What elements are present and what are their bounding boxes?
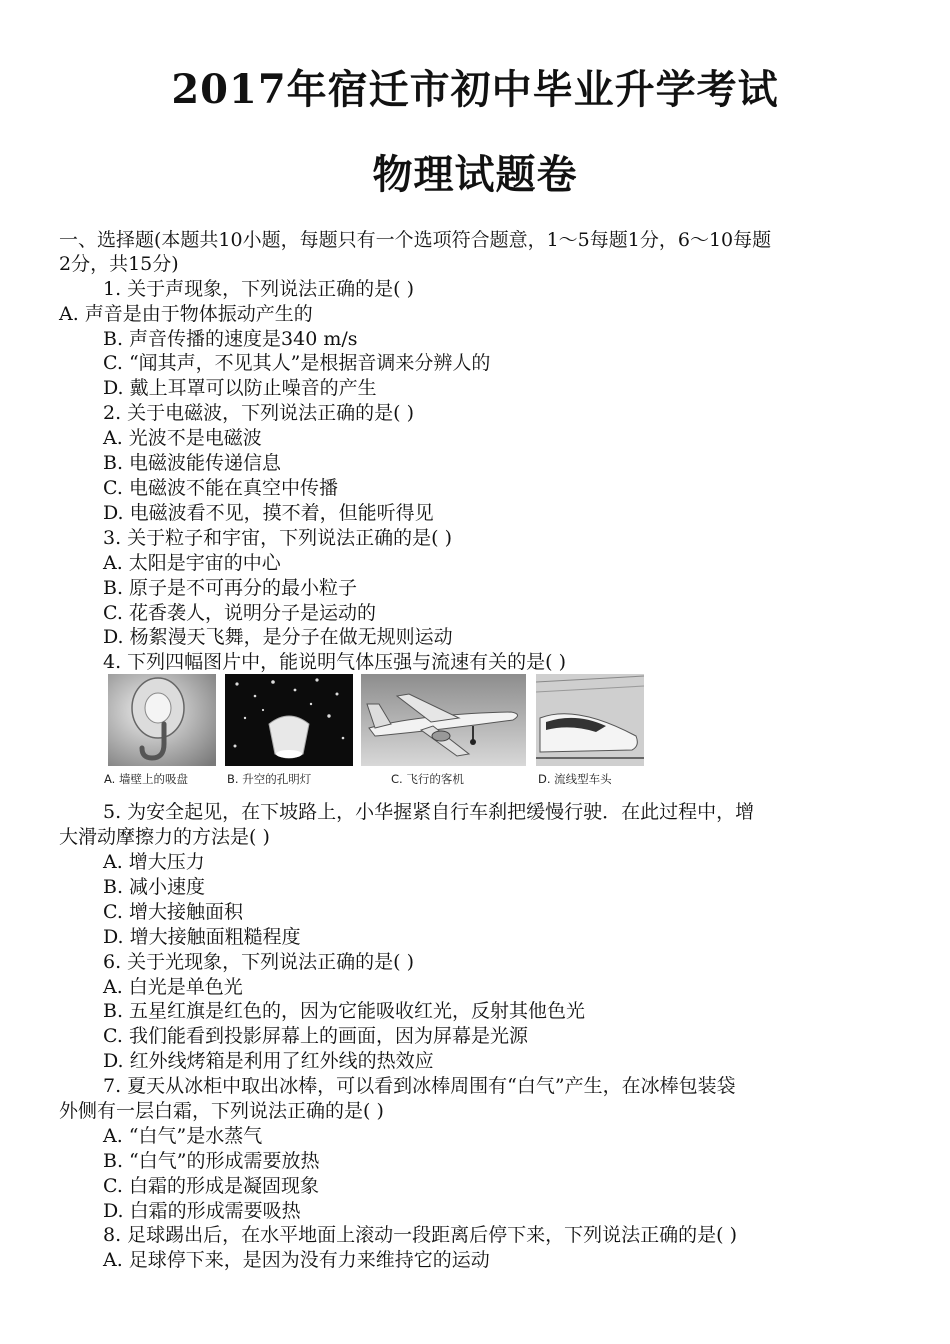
figure-caption-c: C. 飞行的客机 [391, 772, 464, 786]
question-6-option-d: D. 红外线烤箱是利用了红外线的热效应 [103, 1050, 434, 1072]
exam-subtitle: 物理试题卷 [372, 151, 578, 198]
bullet-train-image [536, 674, 644, 766]
question-3-option-d: D. 杨絮漫天飞舞，是分子在做无规则运动 [103, 626, 453, 648]
question-3: 3. 关于粒子和宇宙，下列说法正确的是( ) [103, 527, 453, 549]
question-1-option-b: B. 声音传播的速度是340 m/s [103, 328, 358, 350]
figure-caption-b: B. 升空的孔明灯 [227, 772, 312, 786]
question-5-option-a: A. 增大压力 [103, 851, 205, 873]
suction-cup-image [108, 674, 216, 766]
question-1-option-c: C. “闻其声，不见其人”是根据音调来分辨人的 [103, 352, 491, 374]
figure-caption-d: D. 流线型车头 [538, 772, 612, 786]
question-7: 7. 夏天从冰柜中取出冰棒，可以看到冰棒周围有“白气”产生，在冰棒包装袋 [103, 1075, 736, 1097]
question-6-option-c: C. 我们能看到投影屏幕上的画面，因为屏幕是光源 [103, 1025, 528, 1047]
sky-lantern-image [225, 674, 353, 766]
question-8-option-a: A. 足球停下来，是因为没有力来维持它的运动 [103, 1249, 490, 1271]
question-3-option-b: B. 原子是不可再分的最小粒子 [103, 577, 358, 599]
question-5-cont: 大滑动摩擦力的方法是( ) [59, 826, 270, 848]
question-7-option-a: A. “白气”是水蒸气 [103, 1125, 263, 1147]
question-3-option-c: C. 花香袭人，说明分子是运动的 [103, 602, 376, 624]
question-6-option-b: B. 五星红旗是红色的，因为它能吸收红光，反射其他色光 [103, 1000, 586, 1022]
question-8: 8. 足球踢出后，在水平地面上滚动一段距离后停下来，下列说法正确的是( ) [103, 1224, 738, 1246]
question-2: 2. 关于电磁波，下列说法正确的是( ) [103, 402, 415, 424]
question-2-option-d: D. 电磁波看不见，摸不着，但能听得见 [103, 502, 434, 524]
question-2-option-a: A. 光波不是电磁波 [103, 427, 262, 449]
question-7-option-c: C. 白霜的形成是凝固现象 [103, 1175, 319, 1197]
exam-title: 2017年宿迁市初中毕业升学考试 [171, 66, 779, 113]
question-5-option-d: D. 增大接触面粗糙程度 [103, 926, 301, 948]
question-2-option-b: B. 电磁波能传递信息 [103, 452, 282, 474]
question-1-option-d: D. 戴上耳罩可以防止噪音的产生 [103, 377, 377, 399]
question-7-option-b: B. “白气”的形成需要放热 [103, 1150, 320, 1172]
question-1: 1. 关于声现象，下列说法正确的是( ) [103, 278, 415, 300]
section-heading-cont: 2分，共15分) [59, 253, 179, 275]
section-heading: 一、选择题(本题共10小题，每题只有一个选项符合题意，1～5每题1分，6～10每题 [59, 229, 772, 251]
question-5-option-b: B. 减小速度 [103, 876, 206, 898]
question-4: 4. 下列四幅图片中，能说明气体压强与流速有关的是( ) [103, 651, 567, 673]
question-3-option-a: A. 太阳是宇宙的中心 [103, 552, 281, 574]
airplane-image [361, 674, 526, 766]
question-7-cont: 外侧有一层白霜，下列说法正确的是( ) [59, 1100, 384, 1122]
question-6: 6. 关于光现象，下列说法正确的是( ) [103, 951, 415, 973]
question-1-option-a: A. 声音是由于物体振动产生的 [59, 303, 313, 325]
question-5: 5. 为安全起见，在下坡路上，小华握紧自行车刹把缓慢行驶．在此过程中，增 [103, 801, 755, 823]
question-5-option-c: C. 增大接触面积 [103, 901, 243, 923]
question-7-option-d: D. 白霜的形成需要吸热 [103, 1200, 301, 1222]
question-6-option-a: A. 白光是单色光 [103, 976, 243, 998]
figure-caption-a: A. 墙壁上的吸盘 [104, 772, 188, 786]
question-2-option-c: C. 电磁波不能在真空中传播 [103, 477, 338, 499]
question-4-figure-strip [104, 674, 648, 792]
